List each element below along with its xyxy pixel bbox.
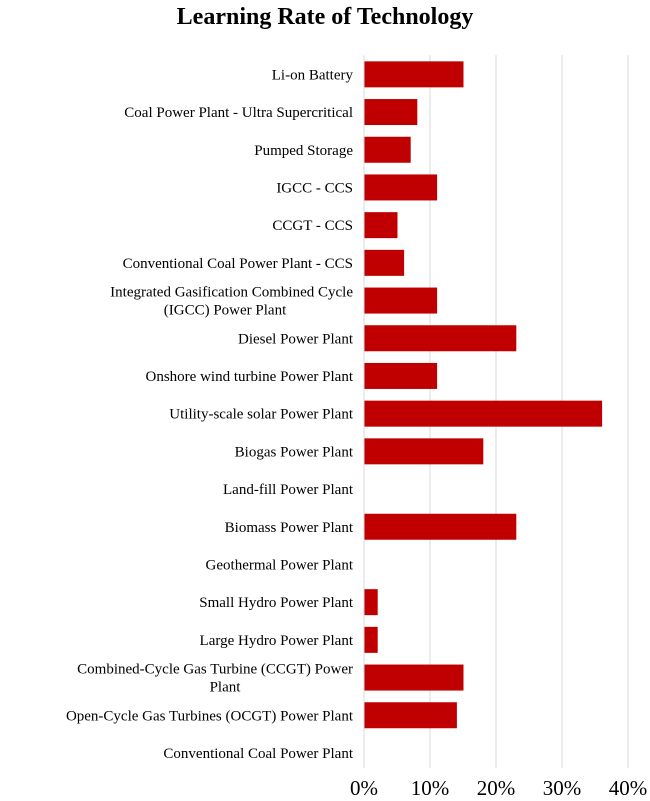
bar [365,401,603,427]
bar [365,589,378,615]
x-tick-label: 30% [542,776,582,800]
bar [365,627,378,653]
bar [365,250,405,276]
category-label: Conventional Coal Power Plant - CCS [122,255,353,272]
bar [365,61,464,87]
category-label: Onshore wind turbine Power Plant [145,368,353,385]
category-label: IGCC - CCS [276,180,353,197]
category-label: Biogas Power Plant [234,444,353,461]
bar [365,325,517,351]
bar [365,514,517,540]
category-label: Li-on Battery [271,67,353,84]
category-label: CCGT - CCS [272,218,353,235]
bar [365,212,398,238]
x-tick-label: 40% [608,776,648,800]
category-label: Diesel Power Plant [238,331,353,348]
category-label: Small Hydro Power Plant [199,595,353,612]
category-label: Land-fill Power Plant [223,482,353,499]
x-tick-label: 20% [476,776,516,800]
bar [365,438,484,464]
category-label: Integrated Gasification Combined Cycle (IGCC) Power Plant [110,284,353,319]
bar [365,288,438,314]
bar [365,174,438,200]
x-tick-label: 0% [350,776,378,800]
bar [365,137,411,163]
category-label: Geothermal Power Plant [205,557,353,574]
category-label: Large Hydro Power Plant [199,632,353,649]
category-label: Coal Power Plant - Ultra Supercritical [124,105,353,122]
bar [365,665,464,691]
bar [365,99,418,125]
x-tick-label: 10% [410,776,450,800]
category-label: Pumped Storage [254,142,353,159]
bar [365,363,438,389]
category-label: Utility-scale solar Power Plant [169,406,353,423]
chart-title: Learning Rate of Technology [176,4,474,30]
category-label: Open-Cycle Gas Turbines (OCGT) Power Plant [65,708,353,725]
category-label: Conventional Coal Power Plant [163,745,353,762]
category-label: Combined-Cycle Gas Turbine (CCGT) Power Plant [77,661,353,696]
category-label: Biomass Power Plant [224,519,353,536]
bar [365,702,457,728]
